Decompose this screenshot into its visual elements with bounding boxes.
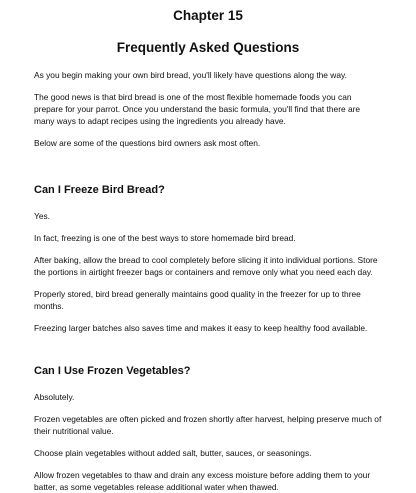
section-paragraph: Yes. xyxy=(34,211,50,221)
section-paragraph: In fact, freezing is one of the best ways to store homemade bird bread. xyxy=(34,233,296,243)
intro-paragraph: The good news is that bird bread is one of the most flexible homemade foods you can prepare for your parrot. Once you understand the basic formula, you'll find that there are many ways to adapt recipes using the ingredients you already have. xyxy=(34,92,361,126)
section-paragraph: Properly stored, bird bread generally maintains good quality in the freezer for up to three months. xyxy=(34,289,361,311)
intro-paragraph: As you begin making your own bird bread, you'll likely have questions along the way. xyxy=(34,70,347,80)
section-paragraph: After baking, allow the bread to cool completely before slicing it into individual portions. Store the portions in airtight freezer bags or containers and remove only what you need each day. xyxy=(34,255,378,277)
section-heading-frozen-vegetables: Can I Use Frozen Vegetables? xyxy=(34,365,191,377)
section-paragraph: Absolutely. xyxy=(34,392,75,402)
page-title: Frequently Asked Questions xyxy=(116,40,300,55)
intro-paragraph: Below are some of the questions bird owners ask most often. xyxy=(34,138,261,148)
section-paragraph: Allow frozen vegetables to thaw and drain any excess moisture before adding them to your batter, as some vegetables release additional water when thawed. xyxy=(34,470,371,492)
section-paragraph: Choose plain vegetables without added salt, butter, sauces, or seasonings. xyxy=(34,448,312,458)
section-paragraph: Freezing larger batches also saves time and makes it easy to keep healthy food available. xyxy=(34,323,368,333)
section-heading-freeze: Can I Freeze Bird Bread? xyxy=(34,184,165,196)
chapter-label: Chapter 15 xyxy=(173,8,243,23)
section-paragraph: Frozen vegetables are often picked and frozen shortly after harvest, helping preserve much of their nutritional value. xyxy=(34,414,382,436)
